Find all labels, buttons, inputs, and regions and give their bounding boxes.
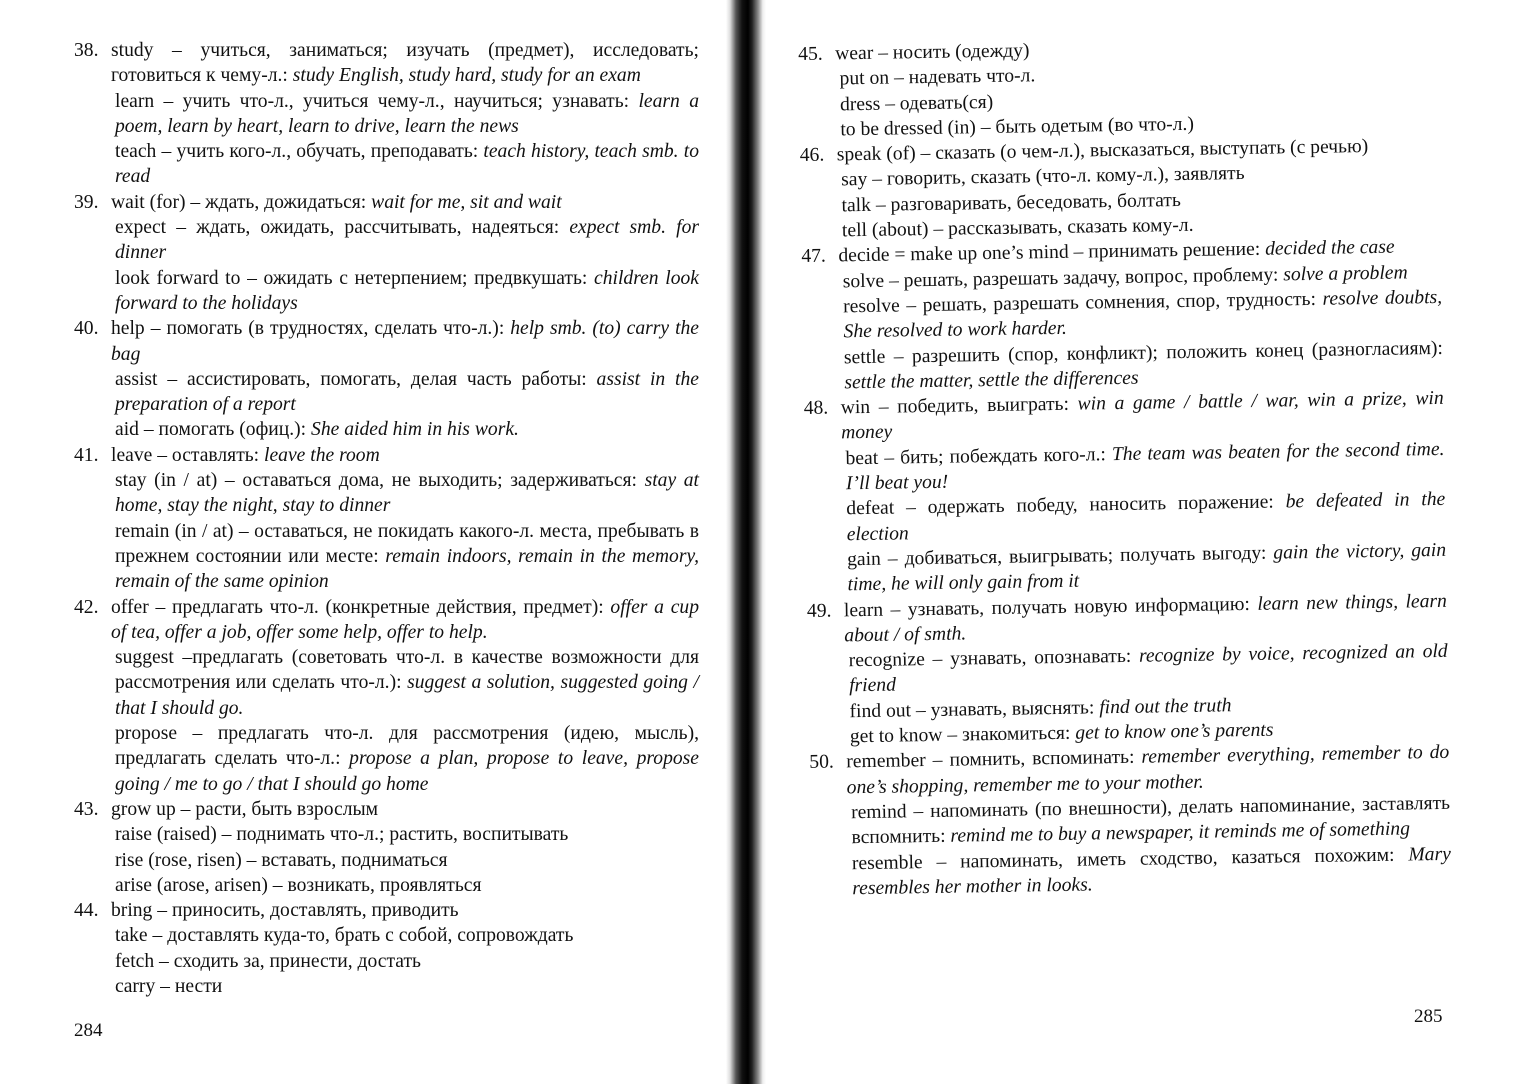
entry-sense: [111, 519, 699, 595]
sense-definition: remind – напоминать (по внешности), делать напоминание, заставлять вспомнить:: [850, 792, 1451, 849]
sense-definition: resolve – решать, разрешать сомнения, спор, трудность:: [842, 288, 1323, 318]
sense-definition: speak (of) – сказать (о чем-л.), высказаться, выступать (с речью): [836, 136, 1369, 166]
entry-number: 45.: [798, 43, 823, 65]
sense-example: suggest a solution, suggested going / that I should go.: [115, 672, 699, 719]
sense-example: settle the matter, settle the differences: [844, 367, 1139, 394]
entry-sense: [111, 38, 699, 89]
sense-definition: aid – помогать (офиц.):: [115, 419, 312, 441]
sense-example: The team was beaten for the second time. I’ll beat you!: [845, 438, 1445, 495]
sense-definition: talk – разговаривать, беседовать, болтать: [841, 189, 1181, 217]
dictionary-entry: [800, 133, 1442, 244]
sense-definition: recognize – узнавать, опознавать:: [848, 645, 1140, 672]
sense-definition: resemble – напоминать, иметь сходство, казаться похожим:: [851, 844, 1409, 874]
sense-definition: leave – оставлять:: [111, 444, 265, 466]
sense-example: find out the truth: [1099, 694, 1232, 719]
entry-sense: [111, 721, 699, 797]
dictionary-entry: [798, 32, 1440, 143]
dictionary-entry: [74, 898, 699, 999]
right-page: [780, 0, 1518, 1084]
sense-definition: take – доставлять куда-то, брать с собой, сопровождать: [115, 925, 574, 947]
entry-sense: [111, 468, 699, 519]
sense-definition: tell (about) – рассказывать, сказать кому-л.: [841, 214, 1194, 242]
entry-number: 42.: [74, 596, 99, 618]
sense-example: Mary resembles her mother in looks.: [852, 843, 1451, 900]
sense-definition: study – учиться, заниматься; изучать (предмет), исследовать; готовиться к чему-л.:: [111, 40, 699, 87]
entry-sense: [111, 417, 699, 442]
sense-definition: suggest –предлагать (советовать что-л. в качестве возможности для рассмотрения или сделать что-л.):: [115, 647, 699, 694]
right-entries: [798, 32, 1451, 902]
entry-number: 40.: [74, 318, 99, 340]
sense-definition: gain – добиваться, выигрывать; получать выгоду:: [846, 542, 1274, 571]
entry-sense: [111, 797, 699, 822]
sense-definition: bring – приносить, доставлять, приводить: [111, 900, 459, 922]
sense-example: stay at home, stay the night, stay to dinner: [115, 470, 699, 517]
sense-example: expect smb. for dinner: [115, 217, 699, 264]
sense-definition: to be dressed (in) – быть одетым (во что-л.): [840, 113, 1195, 141]
entry-sense: [111, 367, 699, 418]
entry-sense: [111, 848, 699, 873]
dictionary-entry: [74, 38, 699, 190]
sense-example: children look forward to the holidays: [115, 267, 699, 314]
entry-sense: [111, 923, 699, 948]
sense-definition: remain (in / at) – оставаться, не покидать какого-л. места, пребывать в прежнем состоянии или месте:: [115, 520, 699, 567]
sense-definition: decide = make up one’s mind – принимать решение:: [838, 239, 1266, 267]
book-spine: [726, 0, 766, 1084]
entry-sense: [111, 443, 699, 468]
sense-definition: raise (raised) – поднимать что-л.; растить, воспитывать: [115, 824, 569, 846]
sense-definition: settle – разрешить (спор, конфликт); положить конец (разногласиям):: [843, 337, 1444, 368]
sense-example: decided the case: [1264, 237, 1395, 261]
entry-number: 47.: [801, 245, 827, 268]
dictionary-entry: [809, 740, 1451, 902]
sense-definition: carry – нести: [115, 975, 223, 997]
sense-definition: say – говорить, сказать (что-л. кому-л.), заявлять: [841, 163, 1245, 191]
entry-number: 46.: [799, 144, 825, 167]
sense-example: resolve doubts, She resolved to work harder.: [843, 286, 1443, 343]
sense-definition: put on – надевать что-л.: [839, 65, 1036, 90]
entry-number: 48.: [803, 397, 829, 420]
sense-example: win a game / battle / war, win a prize, win money: [840, 388, 1444, 444]
entry-sense: [111, 89, 699, 140]
entry-number: 44.: [74, 900, 99, 922]
entry-sense: [111, 139, 699, 190]
sense-example: gain the victory, gain time, he will only gain from it: [847, 539, 1447, 596]
sense-example: She aided him in his work.: [311, 419, 519, 441]
sense-example: solve a problem: [1283, 262, 1408, 286]
sense-example: help smb. (to) carry the bag: [111, 318, 700, 365]
entry-number: 50.: [809, 751, 834, 774]
entry-sense: [111, 595, 699, 646]
sense-definition: propose – предлагать что-л. для рассмотрения (идею, мысль), предлагать сделать что-л.:: [115, 723, 699, 770]
entry-number: 43.: [74, 798, 99, 820]
sense-definition: wait (for) – ждать, дожидаться:: [111, 191, 372, 213]
entry-sense: [111, 266, 699, 317]
left-entries: [74, 38, 699, 999]
sense-definition: look forward to – ожидать с нетерпением; предвкушать:: [115, 267, 595, 289]
sense-definition: defeat – одержать победу, наносить поражение:: [846, 491, 1286, 520]
sense-example: be defeated in the election: [846, 489, 1446, 545]
sense-example: remain indoors, remain in the memory, remain of the same opinion: [115, 545, 699, 593]
entry-sense: [111, 898, 699, 923]
sense-definition: expect – ждать, ожидать, рассчитывать, надеяться:: [115, 217, 570, 239]
sense-definition: learn – учить что-л., учиться чему-л., научиться; узнавать:: [115, 90, 639, 112]
dictionary-entry: [74, 316, 699, 442]
sense-example: offer a cup of tea, offer a job, offer some help, offer to help.: [111, 596, 699, 643]
sense-example: wait for me, sit and wait: [371, 191, 562, 213]
sense-definition: win – победить, выиграть:: [840, 393, 1078, 419]
entry-sense: [111, 316, 699, 367]
sense-definition: help – помогать (в трудностях, сделать что-л.):: [111, 318, 511, 340]
sense-example: remember everything, remember to do one’s shopping, remember me to your mother.: [846, 742, 1450, 798]
entry-sense: [111, 190, 699, 215]
entry-sense: [848, 841, 1452, 901]
dictionary-entry: [74, 595, 699, 797]
entry-sense: [847, 791, 1451, 851]
entry-number: 39.: [74, 191, 99, 213]
entry-sense: [111, 215, 699, 266]
sense-definition: find out – узнавать, выяснять:: [849, 697, 1100, 722]
sense-example: learn new things, learn about / of smth.: [844, 590, 1448, 647]
entry-number: 38.: [74, 40, 99, 61]
sense-definition: grow up – расти, быть взрослым: [111, 798, 379, 820]
left-page: [0, 0, 720, 1084]
sense-example: propose a plan, propose to leave, propose going / me to go / that I should go home: [115, 748, 699, 795]
sense-definition: wear – носить (одежду): [835, 40, 1030, 65]
page-number-right: 285: [1414, 1006, 1443, 1027]
sense-definition: assist – ассистировать, помогать, делая часть работы:: [115, 368, 597, 390]
sense-definition: dress – одевать(ся): [839, 91, 994, 115]
sense-example: teach history, teach smb. to read: [115, 141, 699, 188]
entry-number: 49.: [806, 600, 832, 622]
entry-sense: [111, 645, 699, 721]
sense-example: assist in the preparation of a report: [115, 368, 699, 416]
dictionary-entry: [74, 190, 699, 316]
sense-definition: fetch – сходить за, принести, достать: [115, 950, 421, 972]
sense-definition: get to know – знакомиться:: [849, 722, 1076, 748]
sense-definition: stay (in / at) – оставаться дома, не выходить; задерживаться:: [115, 470, 645, 492]
dictionary-entry: [74, 443, 699, 595]
dictionary-entry: [74, 797, 699, 898]
sense-definition: remember – помнить, вспоминать:: [846, 747, 1142, 773]
sense-definition: rise (rose, risen) – вставать, подниматься: [115, 849, 448, 871]
dictionary-entry: [801, 234, 1443, 396]
sense-example: recognize by voice, recognized an old friend: [848, 640, 1448, 697]
entry-sense: [111, 873, 699, 898]
entry-sense: [111, 822, 699, 847]
dictionary-entry: [804, 386, 1447, 598]
sense-example: remind me to buy a newspaper, it reminds me of something: [950, 818, 1411, 847]
sense-example: leave the room: [264, 444, 380, 466]
sense-definition: teach – учить кого-л., обучать, преподавать:: [115, 141, 484, 163]
dictionary-entry: [807, 588, 1449, 750]
sense-definition: learn – узнавать, получать новую информацию:: [843, 593, 1258, 621]
sense-definition: arise (arose, arisen) – возникать, проявляться: [115, 874, 482, 896]
sense-example: learn a poem, learn by heart, learn to drive, learn the news: [115, 90, 699, 137]
sense-example: get to know one’s parents: [1075, 719, 1274, 744]
entry-number: 41.: [74, 444, 99, 466]
sense-example: study English, study hard, study for an exam: [292, 65, 641, 87]
entry-sense: [111, 949, 699, 974]
sense-definition: offer – предлагать что-л. (конкретные действия, предмет):: [111, 596, 611, 618]
sense-definition: beat – бить; побеждать кого-л.:: [845, 443, 1113, 470]
page-number-left: 284: [74, 1020, 103, 1041]
sense-definition: solve – решать, разрешать задачу, вопрос, проблему:: [842, 264, 1284, 292]
entry-sense: [111, 974, 699, 999]
